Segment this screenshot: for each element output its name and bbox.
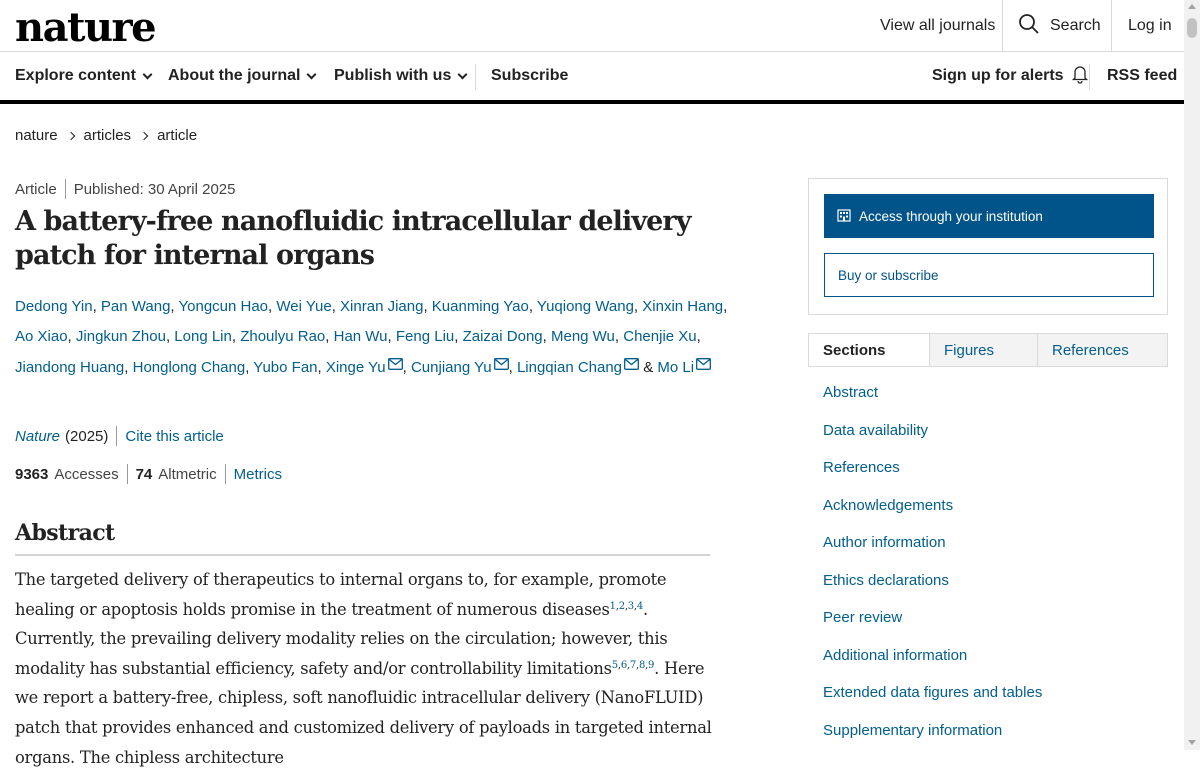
metrics-divider [127, 464, 128, 484]
citation-ref-link[interactable]: 3 [627, 600, 634, 612]
author-link[interactable]: Ao Xiao [15, 327, 68, 345]
citation-ref-link[interactable]: 2 [618, 600, 625, 612]
alerts-link[interactable] [932, 52, 1088, 100]
section-link[interactable]: Extended data figures and tables [823, 684, 1043, 701]
author-separator: , [423, 298, 432, 315]
author-separator: , [614, 327, 624, 345]
author-link[interactable]: Zhoulyu Rao [240, 327, 326, 345]
author-link[interactable]: Zaizai Dong [462, 327, 543, 345]
author-separator: , [325, 327, 334, 345]
section-link[interactable]: Supplementary information [823, 721, 1003, 739]
author-link[interactable]: Kuanming Yao [431, 298, 529, 315]
subscribe-link[interactable]: Subscribe [491, 67, 569, 84]
article-type: Article [15, 180, 57, 198]
section-link[interactable]: Additional information [823, 646, 968, 664]
chevron-right-icon [140, 131, 148, 139]
chevron-right-icon [66, 131, 74, 139]
email-icon[interactable] [494, 351, 509, 381]
author-separator: , [696, 327, 701, 345]
citation-comma: , [645, 659, 649, 671]
citation-ref-link[interactable]: 9 [648, 659, 655, 671]
citation-refs [610, 601, 643, 612]
scroll-up-arrow-icon[interactable] [1188, 4, 1196, 9]
author-separator: , [454, 327, 463, 345]
metrics-link[interactable]: Metrics [233, 465, 282, 483]
author-separator: , [67, 327, 76, 345]
citation-ref-link[interactable]: 6 [620, 659, 627, 671]
author-link[interactable]: Yongcun Hao [178, 298, 269, 315]
tab-references[interactable]: References [1037, 334, 1167, 366]
citation-ref-link[interactable]: 7 [629, 659, 637, 671]
accesses-count: 9363 [15, 465, 49, 483]
author-link[interactable]: Jingkun Zhou [75, 327, 166, 345]
author-separator: , [723, 298, 728, 315]
access-box [808, 178, 1168, 315]
author-separator: , [124, 359, 133, 376]
author-separator: , [633, 298, 643, 315]
metrics-divider [225, 464, 226, 484]
abstract-segment: . Here we report a battery-free, chipless, soft nanofluidic intracellular delivery (NanoFLUID) patch that provides enhanced and customized delivery of payloads in targeted internal organs. The chipless architecture [15, 658, 712, 767]
bell-icon [1072, 65, 1088, 88]
author-separator: , [331, 298, 341, 315]
chevron-down-icon [307, 69, 317, 79]
author-link[interactable]: Han Wu [333, 327, 388, 345]
section-link[interactable]: Author information [823, 534, 946, 551]
author-link[interactable]: Dedong Yin [15, 298, 93, 315]
access-institution-label: Access through your institution [859, 208, 1043, 224]
access-institution-button[interactable] [824, 194, 1154, 238]
publish-label: Publish with us [334, 67, 452, 84]
author-separator: , [268, 298, 277, 315]
tab-sections[interactable]: Sections [809, 334, 929, 366]
chevron-down-icon [458, 69, 468, 79]
scroll-down-arrow-icon[interactable] [1188, 740, 1196, 745]
explore-content-menu[interactable] [15, 52, 151, 100]
search-button[interactable] [1018, 0, 1101, 52]
breadcrumb [15, 127, 197, 144]
author-separator: , [170, 298, 179, 315]
citation-ref-link[interactable]: 8 [638, 659, 646, 671]
author-link[interactable]: Jiandong Huang [15, 359, 125, 376]
author-separator: , [387, 327, 396, 345]
citation-comma: , [617, 659, 621, 671]
author-separator: , [317, 359, 326, 376]
section-link[interactable]: Acknowledgements [823, 496, 954, 514]
author-separator: , [528, 298, 537, 315]
section-link[interactable]: Peer review [823, 609, 903, 626]
article-meta [15, 179, 235, 199]
author-link[interactable]: Pan Wang [100, 298, 171, 315]
citation-comma: , [633, 600, 637, 612]
author-separator: , [92, 298, 101, 315]
author-link[interactable]: Yuqiong Wang [536, 298, 634, 315]
scrollbar-thumb[interactable] [1187, 18, 1197, 38]
sections-list [823, 384, 1042, 759]
author-link[interactable]: Xinxin Hang [642, 298, 724, 315]
alerts-label: Sign up for alerts [932, 67, 1064, 84]
author-separator: & [639, 359, 658, 376]
accesses-label: Accesses [54, 465, 119, 483]
nav-divider [475, 64, 476, 90]
breadcrumb-nature[interactable]: nature [15, 127, 58, 144]
citation-ref-link[interactable]: 5 [611, 659, 618, 671]
search-icon [1018, 13, 1040, 40]
article-title: A battery-free nanofluidic intracellular delivery patch for internal organs [15, 206, 691, 271]
citation-ref-link[interactable]: 4 [636, 600, 643, 612]
altmetric-label: Altmetric [158, 465, 217, 483]
author-list [15, 292, 730, 383]
explore-content-label: Explore content [15, 67, 136, 84]
published-date: Published: 30 April 2025 [73, 180, 236, 198]
nature-logo[interactable]: nature [15, 4, 156, 51]
about-journal-menu[interactable] [168, 52, 315, 100]
citation-comma: , [615, 600, 619, 612]
about-journal-label: About the journal [168, 67, 301, 84]
citation-comma: , [626, 659, 630, 671]
author-separator: , [508, 359, 517, 376]
journal-link[interactable]: Nature [15, 427, 61, 445]
citation-ref-link[interactable]: 1 [609, 600, 616, 612]
search-label: Search [1050, 17, 1101, 34]
login-link[interactable]: Log in [1128, 17, 1172, 34]
sidebar-tabs [808, 333, 1168, 367]
author-link[interactable]: Cunjiang Yu [410, 359, 492, 376]
nav-divider [1089, 64, 1090, 90]
section-link[interactable]: References [823, 459, 900, 476]
email-icon[interactable] [696, 351, 711, 381]
tab-figures[interactable]: Figures [929, 334, 1037, 366]
abstract-segment: The targeted delivery of therapeutics to internal organs to, for example, promote healing or apoptosis holds promise in the treatment of numerous diseases [15, 570, 667, 619]
page-scrollbar[interactable] [1184, 0, 1200, 750]
altmetric-count: 74 [135, 465, 153, 483]
cite-divider [116, 426, 117, 446]
author-link[interactable]: Xinge Yu [325, 359, 386, 376]
author-separator: , [542, 327, 551, 345]
main-nav [0, 52, 1184, 104]
author-link[interactable]: Chenjie Xu [623, 327, 697, 345]
metrics-line [15, 464, 282, 484]
author-separator: , [231, 327, 241, 345]
header-divider [1002, 0, 1003, 52]
view-all-journals-link[interactable]: View all journals [880, 17, 996, 34]
rss-feed-link[interactable]: RSS feed [1107, 67, 1178, 84]
breadcrumb-articles[interactable]: articles [83, 127, 132, 144]
email-icon[interactable] [624, 351, 639, 381]
meta-divider [65, 179, 66, 199]
institution-icon [837, 208, 851, 225]
publish-menu[interactable] [334, 52, 466, 100]
author-link[interactable]: Long Lin [174, 327, 232, 345]
citation-line [15, 426, 224, 446]
author-link[interactable]: Honglong Chang [132, 359, 246, 376]
section-link[interactable]: Ethics declarations [823, 571, 949, 589]
email-icon[interactable] [388, 351, 403, 381]
site-header [0, 0, 1184, 52]
author-separator: , [402, 359, 411, 376]
cite-article-link[interactable]: Cite this article [125, 427, 224, 445]
author-link[interactable]: Lingqian Chang [516, 359, 623, 376]
author-link[interactable]: Yubo Fan [253, 359, 318, 376]
author-link[interactable]: Meng Wu [550, 327, 615, 345]
abstract-text [15, 565, 725, 772]
citation-comma: , [636, 659, 639, 671]
abstract-heading: Abstract [15, 520, 710, 556]
breadcrumb-current: article [157, 127, 198, 144]
author-link[interactable]: Wei Yue [276, 298, 332, 315]
citation-refs [612, 660, 654, 671]
article-year: (2025) [65, 427, 109, 445]
author-link[interactable]: Mo Li [657, 359, 695, 376]
citation-comma: , [624, 600, 628, 612]
author-link[interactable]: Xinran Jiang [340, 298, 424, 315]
abstract-segment: . Currently, the prevailing delivery modality relies on the circulation; however, this modality has substantial efficiency, safety and/or controllability limitations [15, 599, 668, 678]
section-link[interactable]: Abstract [823, 384, 879, 401]
buy-subscribe-button[interactable]: Buy or subscribe [824, 253, 1154, 297]
author-separator: , [165, 327, 175, 345]
chevron-down-icon [142, 69, 152, 79]
author-link[interactable]: Feng Liu [395, 327, 455, 345]
header-divider [1111, 0, 1112, 52]
author-separator: , [245, 359, 254, 376]
section-link[interactable]: Data availability [823, 421, 929, 439]
